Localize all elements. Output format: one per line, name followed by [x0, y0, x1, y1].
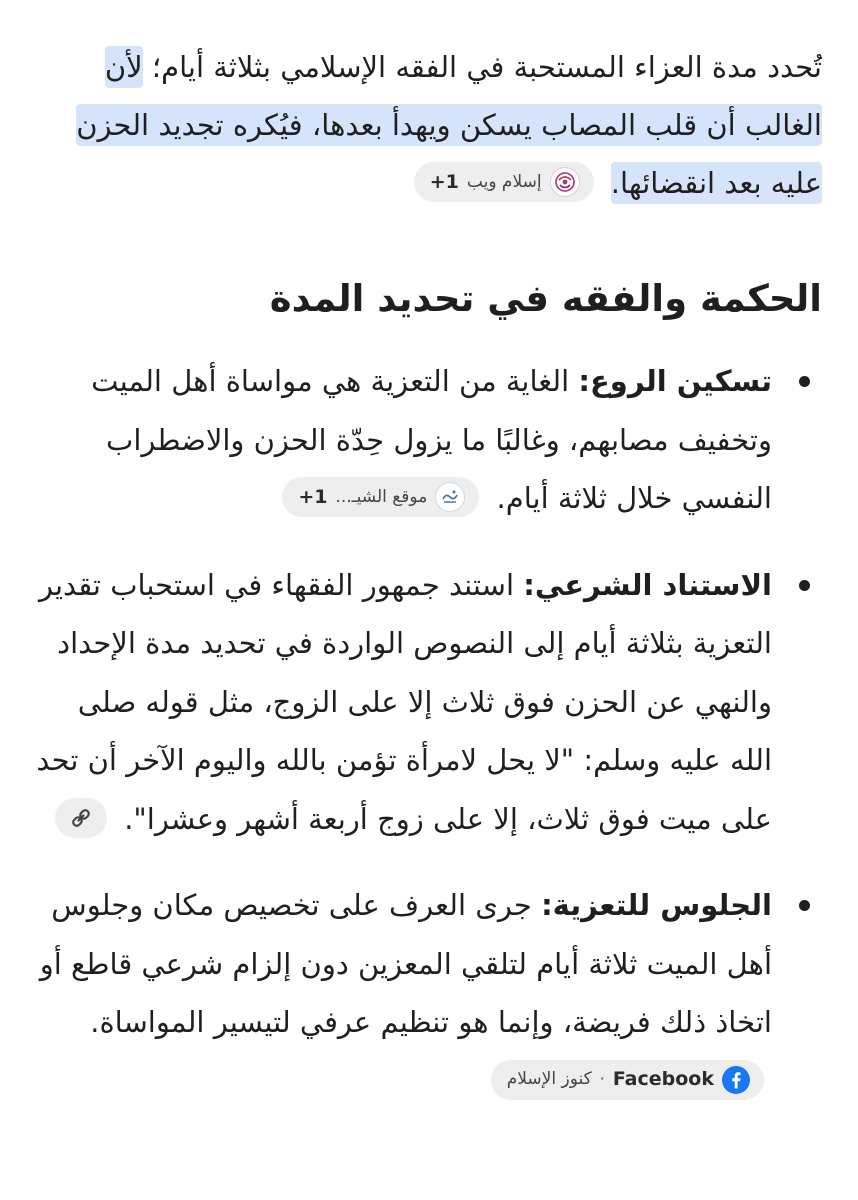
list-item — [34, 352, 822, 528]
points-list — [34, 352, 822, 1110]
source-name: كنوز الإسلام — [506, 1069, 592, 1090]
facebook-icon — [722, 1066, 750, 1094]
source-name: موقع الشيـ... — [335, 486, 428, 507]
point-term: الاستناد الشرعي: — [523, 567, 772, 602]
source-more-count: +1 — [429, 171, 459, 193]
source-chip-sheikh-site[interactable] — [282, 477, 479, 517]
source-chip-facebook[interactable] — [491, 1060, 764, 1100]
bullet-icon — [799, 580, 810, 591]
intro-paragraph — [34, 38, 822, 212]
source-name: إسلام ويب — [466, 172, 542, 192]
intro-text: تُحدد مدة العزاء المستحبة في الفقه الإسلامي بثلاثة أيام؛ — [142, 50, 822, 84]
source-chip-islamweb[interactable] — [414, 162, 594, 202]
chip-separator: · — [599, 1069, 605, 1089]
section-heading: الحكمة والفقه في تحديد المدة — [269, 277, 822, 320]
bullet-icon — [799, 900, 810, 911]
list-item — [34, 876, 822, 1110]
highlighted-text[interactable]: لأن الغالب أن قلب المصاب يسكن ويهدأ بعدها، فيُكره تجديد الحزن عليه بعد انقضائها. — [76, 46, 822, 204]
list-item — [34, 556, 822, 849]
link-chip[interactable] — [55, 798, 107, 838]
point-term: تسكين الروع: — [578, 364, 772, 398]
point-text: جرى العرف على تخصيص مكان وجلوس أهل الميت ثلاثة أيام لتلقي المعزين دون إلزام شرعي قاطع أو اتخاذ ذلك فريضة، وإنما هو تنظيم عرفي لتيسير المواساة. — [39, 888, 772, 1039]
source-more-count: +1 — [298, 485, 328, 508]
point-term: الجلوس للتعزية: — [541, 888, 772, 922]
islamweb-logo-icon — [550, 167, 580, 197]
sheikh-site-logo-icon — [435, 482, 465, 512]
facebook-brand-label: Facebook — [612, 1068, 714, 1091]
point-text: الغاية من التعزية هي مواساة أهل الميت وتخفيف مصابهم، وغالبًا ما يزول حِدّة الحزن والاضطراب النفسي خلال ثلاثة أيام. — [91, 364, 772, 515]
link-icon — [67, 804, 95, 832]
bullet-icon — [799, 376, 810, 387]
point-text: استند جمهور الفقهاء في استحباب تقدير التعزية بثلاثة أيام إلى النصوص الواردة في تحديد مدة الإحداد والنهي عن الحزن فوق ثلاث إلا على الزوج، مثل قوله صلى الله عليه وسلم: "لا يحل لامرأة تؤمن بالله واليوم الآخر أن تحد على ميت فوق ثلاث، إلا على زوج أربعة أشهر وعشرا". — [36, 567, 772, 836]
